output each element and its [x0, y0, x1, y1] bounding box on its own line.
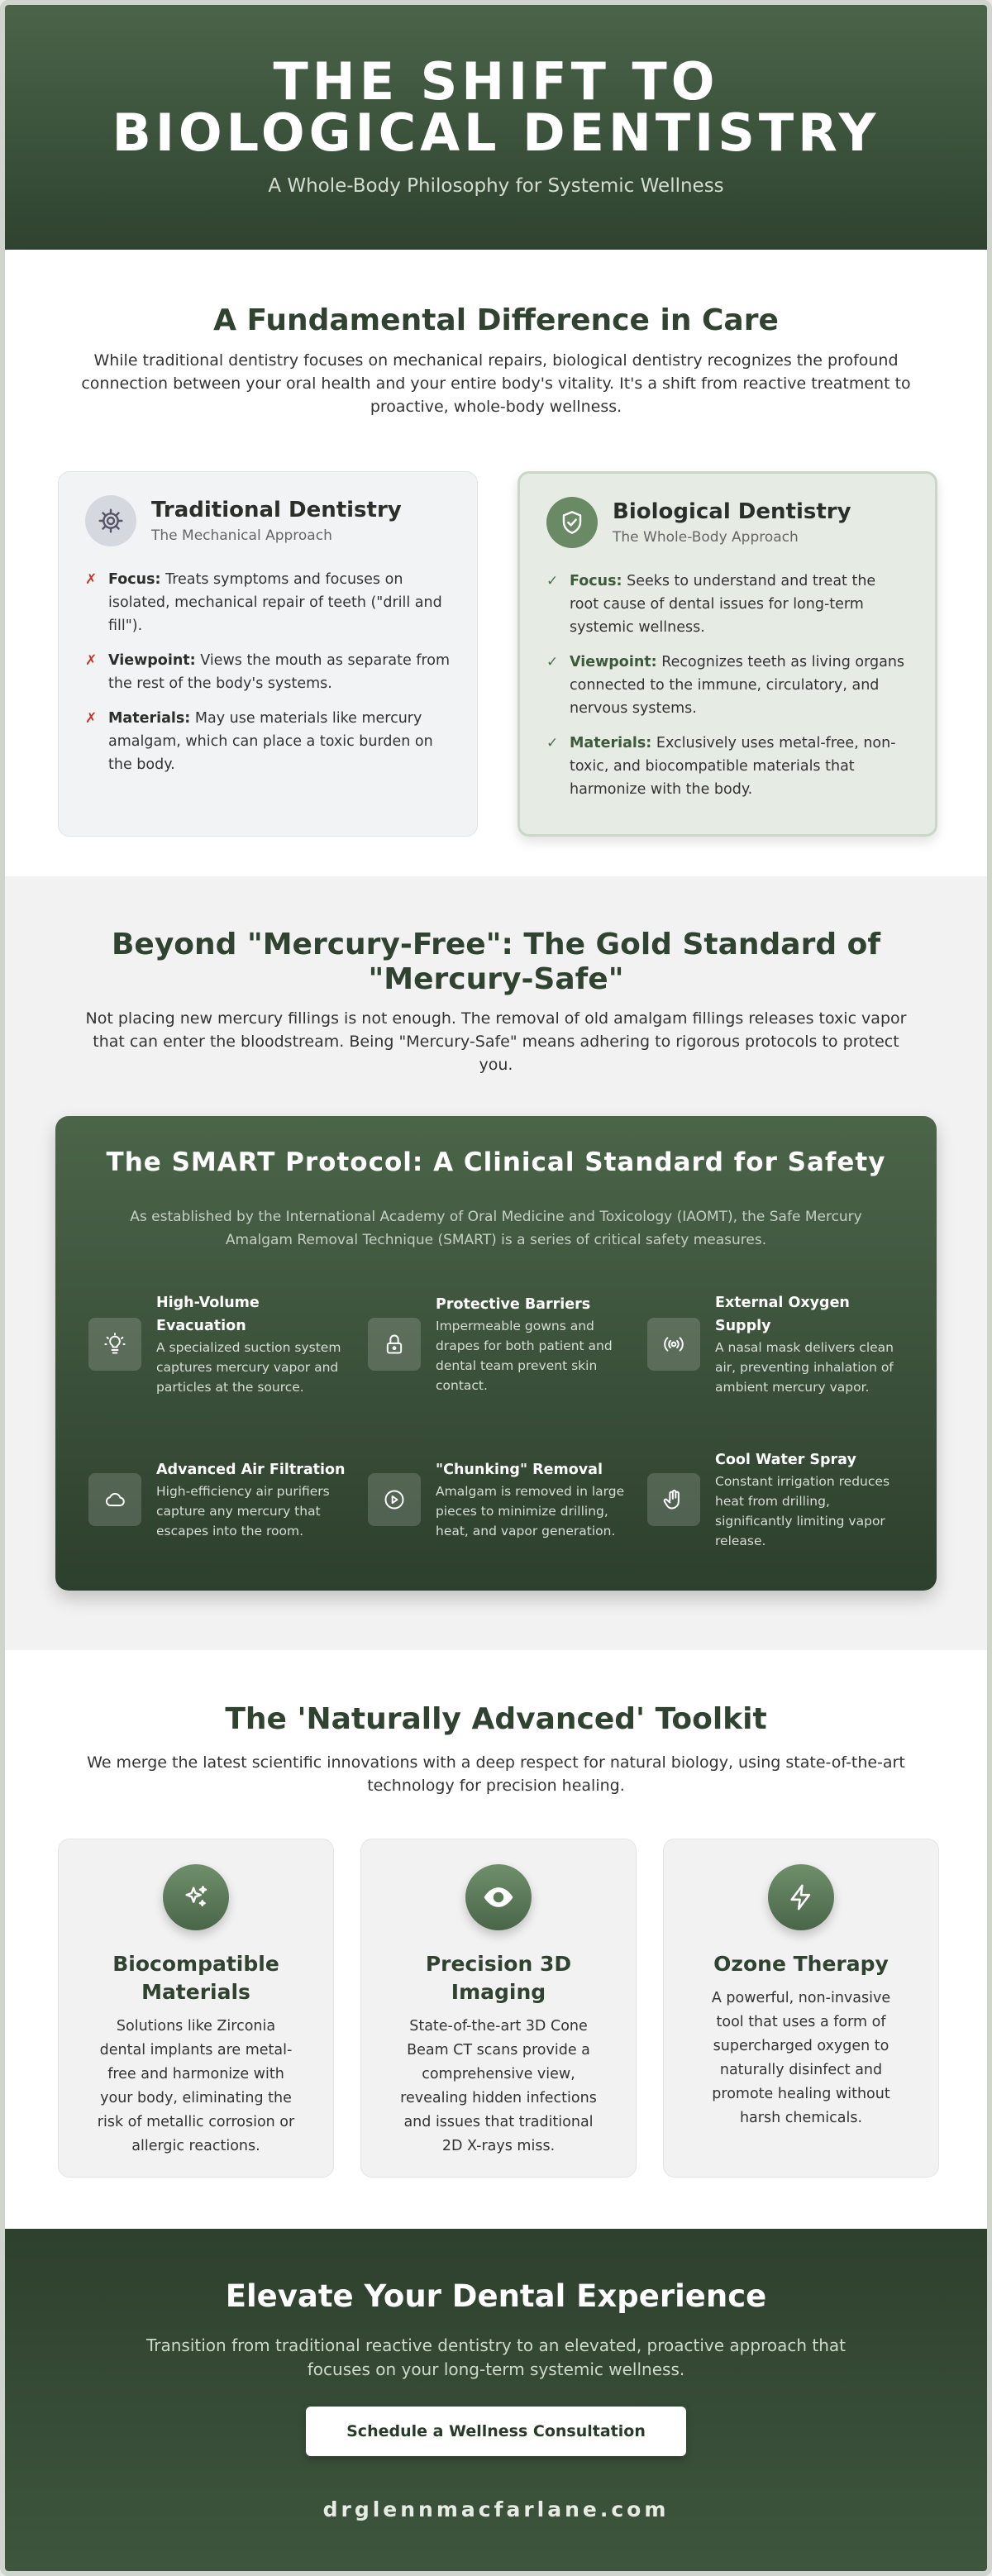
point-text: Exclusively uses metal-free, non-toxic, and biocompatible materials that harmonize with the body.	[570, 735, 896, 798]
toolkit-cards	[58, 1839, 987, 2178]
toolkit-card-description: State-of-the-art 3D Cone Beam CT scans provide a comprehensive view, revealing hidden infections and issues that traditional 2D X-rays miss.	[400, 2018, 597, 2154]
point-label: Materials:	[570, 735, 652, 751]
point-text: Treats symptoms and focuses on isolated, mechanical repair of teeth ("drill and fill").	[108, 571, 442, 634]
mercury-title: Beyond "Mercury-Free": The Gold Standard of "Mercury-Safe"	[111, 928, 881, 996]
biological-points	[546, 570, 909, 801]
protocol-steps	[88, 1288, 937, 1556]
step-description: High-efficiency air purifiers capture any mercury that escapes into the room.	[156, 1484, 330, 1538]
hero-banner	[5, 5, 987, 250]
check-mark-icon: ✓	[546, 735, 559, 751]
step-title: Protective Barriers	[436, 1296, 591, 1313]
step-description: A nasal mask delivers clean air, preventing inhalation of ambient mercury vapor.	[715, 1340, 894, 1395]
hero-title: THE SHIFT TO BIOLOGICAL DENTISTRY	[112, 51, 880, 163]
lightning-icon	[768, 1864, 834, 1930]
toolkit-card-title: Biocompatible Materials	[112, 1952, 279, 2004]
mercury-intro: Not placing new mercury fillings is not enough. The removal of old amalgam fillings releases toxic vapor that can enter the bloodstream. Being "Mercury-Safe" means adhering to rigorous protocols to protect you.	[85, 1009, 907, 1074]
protocol-title: The SMART Protocol: A Clinical Standard for Safety	[106, 1147, 886, 1177]
mercury-safe-section	[5, 876, 987, 1650]
cta-title: Elevate Your Dental Experience	[225, 2278, 767, 2314]
x-mark-icon: ✗	[85, 571, 98, 588]
eye-icon	[465, 1864, 532, 1930]
step-title: Advanced Air Filtration	[156, 1462, 346, 1478]
protocol-step	[368, 1288, 647, 1400]
protocol-lead: As established by the International Academy of Oral Medicine and Toxicology (IAOMT), the Safe Mercury Amalgam Removal Technique (SMART) is a series of critical safety measures.	[130, 1209, 862, 1248]
toolkit-card-title: Precision 3D Imaging	[425, 1952, 572, 2004]
step-title: Cool Water Spray	[715, 1452, 856, 1468]
point-text: Seeks to understand and treat the root cause of dental issues for long-term systemic wellness.	[570, 573, 876, 636]
difference-intro: While traditional dentistry focuses on mechanical repairs, biological dentistry recognizes the profound connection between your oral health and your entire body's vitality. It's a shift from reactive treatment to proactive, whole-body wellness.	[81, 351, 911, 416]
point-label: Viewpoint:	[108, 652, 196, 669]
biological-dentistry-card	[517, 471, 937, 837]
lightbulb-icon	[88, 1318, 141, 1371]
protocol-step	[88, 1288, 368, 1400]
difference-title: A Fundamental Difference in Care	[213, 303, 779, 337]
list-item	[546, 732, 909, 801]
lock-icon	[368, 1318, 421, 1371]
step-description: Amalgam is removed in large pieces to minimize drilling, heat, and vapor generation.	[436, 1484, 625, 1538]
check-mark-icon: ✓	[546, 654, 559, 670]
website-link[interactable]: drglennmacfarlane.com	[322, 2497, 670, 2521]
toolkit-intro: We merge the latest scientific innovations with a deep respect for natural biology, using state-of-the-art technology for precision healing.	[87, 1753, 905, 1795]
card-header	[85, 495, 451, 546]
cta-text: Transition from traditional reactive dentistry to an elevated, proactive approach that focuses on your long-term systemic wellness.	[146, 2335, 846, 2379]
card-header	[546, 497, 909, 548]
toolkit-title: The 'Naturally Advanced' Toolkit	[225, 1702, 767, 1736]
point-label: Viewpoint:	[570, 654, 657, 670]
point-label: Materials:	[108, 710, 191, 727]
list-item	[546, 570, 909, 639]
list-item	[546, 651, 909, 720]
protocol-step	[88, 1443, 368, 1556]
difference-section	[5, 250, 987, 876]
toolkit-card-title: Ozone Therapy	[713, 1952, 889, 1976]
toolkit-card-description: A powerful, non-invasive tool that uses a form of supercharged oxygen to naturally disinfect and promote healing without harsh chemicals.	[711, 1990, 891, 2126]
traditional-points	[85, 568, 451, 776]
step-description: Impermeable gowns and drapes for both patient and dental team prevent skin contact.	[436, 1319, 613, 1393]
traditional-dentistry-card	[58, 471, 478, 837]
cloud-icon	[88, 1473, 141, 1526]
toolkit-card	[360, 1839, 637, 2178]
step-description: A specialized suction system captures mercury vapor and particles at the source.	[156, 1340, 341, 1395]
play-circle-icon	[368, 1473, 421, 1526]
x-mark-icon: ✗	[85, 710, 98, 727]
x-mark-icon: ✗	[85, 652, 98, 669]
check-mark-icon: ✓	[546, 573, 559, 589]
hand-icon	[647, 1473, 700, 1526]
step-description: Constant irrigation reduces heat from drilling, significantly limiting vapor release.	[715, 1474, 890, 1548]
point-text: Views the mouth as separate from the rest of the body's systems.	[108, 652, 451, 692]
hero-subtitle: A Whole-Body Philosophy for Systemic Wellness	[268, 175, 724, 197]
step-title: High-Volume Evacuation	[156, 1295, 260, 1334]
schedule-consultation-button[interactable]: Schedule a Wellness Consultation	[306, 2407, 686, 2456]
list-item	[85, 568, 451, 637]
cta-footer	[5, 2229, 987, 2571]
card-title: Biological Dentistry	[613, 499, 851, 524]
toolkit-card	[58, 1839, 334, 2178]
list-item	[85, 649, 451, 695]
sparkles-icon	[163, 1864, 229, 1930]
card-title: Traditional Dentistry	[151, 498, 402, 522]
step-title: "Chunking" Removal	[436, 1462, 603, 1478]
protocol-step	[647, 1443, 927, 1556]
card-subtitle: The Mechanical Approach	[151, 527, 332, 544]
broadcast-icon	[647, 1318, 700, 1371]
toolkit-card	[663, 1839, 939, 2178]
gear-icon	[85, 495, 136, 546]
point-text: Recognizes teeth as living organs connected to the immune, circulatory, and nervous systems.	[570, 654, 905, 717]
step-title: External Oxygen Supply	[715, 1295, 850, 1334]
point-label: Focus:	[108, 571, 161, 588]
list-item	[85, 707, 451, 776]
smart-protocol-panel	[55, 1116, 937, 1591]
shield-check-icon	[546, 497, 598, 548]
toolkit-card-description: Solutions like Zirconia dental implants are metal-free and harmonize with your body, eliminating the risk of metallic corrosion or allergic reactions.	[97, 2018, 295, 2154]
point-label: Focus:	[570, 573, 622, 589]
protocol-step	[368, 1443, 647, 1556]
comparison-cards	[58, 471, 987, 837]
protocol-step	[647, 1288, 927, 1400]
toolkit-section	[5, 1650, 987, 2229]
card-subtitle: The Whole-Body Approach	[613, 529, 799, 546]
point-text: May use materials like mercury amalgam, which can place a toxic burden on the body.	[108, 710, 433, 773]
